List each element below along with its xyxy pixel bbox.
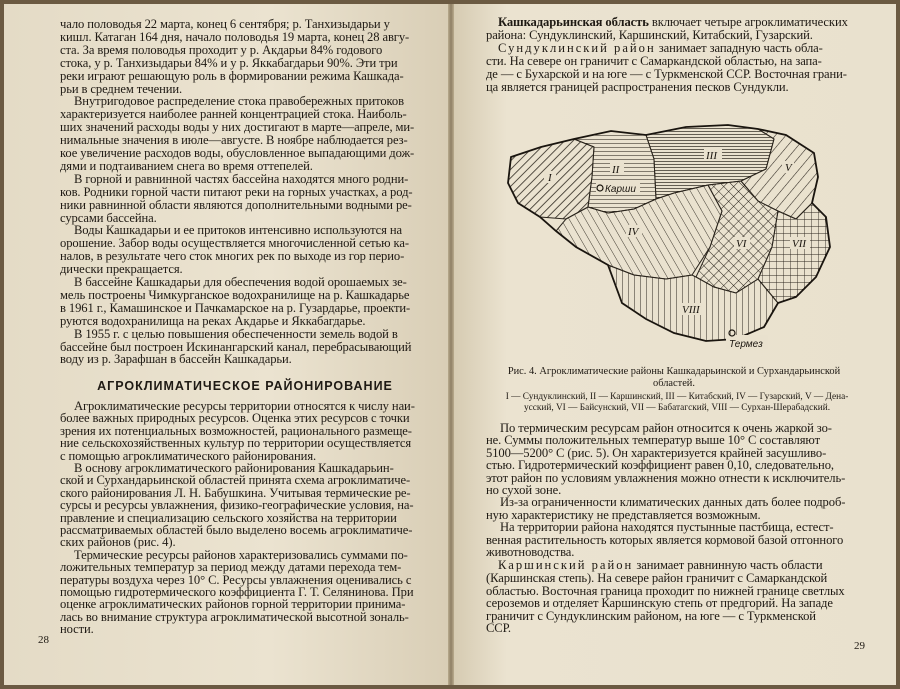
text-line: В горной и равнинной частях бассейна находятся много родни-	[74, 171, 409, 186]
text-line: мель построены Чимкурганское водохранилище на р. Кашкадарье	[60, 287, 410, 302]
city-karshi-label: Карши	[605, 184, 636, 195]
text-line: сти. На севере он граничит с Самаркандской областью, на запа-	[486, 54, 822, 68]
text-line: орошение. Забор воды осуществляется многочисленной сетью ка-	[60, 236, 409, 251]
city-termez-label: Термез	[729, 339, 763, 350]
region-label-II: II	[612, 164, 620, 176]
text-line: оценке агроклиматических районов горной территории принима-	[60, 597, 406, 612]
text-line: животноводства.	[486, 545, 575, 559]
section-heading: АГРОКЛИМАТИЧЕСКОЕ РАЙОНИРОВАНИЕ	[97, 379, 393, 393]
region-title: Кашкадарьинская область	[498, 15, 649, 29]
text-line: Внутригодовое распределение стока правобережных притоков	[74, 94, 404, 109]
region-label-VI: VI	[736, 238, 747, 250]
karsh-rest: занимает равнинную часть области	[633, 558, 823, 572]
text-line: налов, в результате чего сток многих рек по выходе из гор перио-	[60, 249, 405, 264]
figure-caption-line-1: Рис. 4. Агроклиматические районы Кашкадарьинской и Сурхандарьинской	[507, 366, 841, 377]
intro-rest: включает четыре агроклиматических	[648, 15, 848, 29]
text-line: ники равнинной области являются дополнительными водными ре-	[60, 197, 412, 212]
text-line: не. Суммы положительных температур выше 10° С составляют	[486, 433, 820, 448]
text-line: В бассейне Кашкадарьи для обеспечения водой орошаемых зе-	[74, 275, 407, 289]
text-line: 5100—5200° С (рис. 5). Он характеризуется крайней засушливо-	[486, 445, 827, 460]
text-line: ложительных температур за период между датами перехода тем-	[60, 560, 402, 575]
text-line: Термические ресурсы районов характеризовались суммами по-	[74, 547, 408, 562]
text-line: Агроклиматические ресурсы территории относятся к числу наи-	[74, 399, 415, 413]
agroclimatic-map	[496, 107, 856, 365]
text-line: нимальные значения в июле—августе. В ноябре наблюдается рез-	[60, 133, 408, 148]
text-line: с помощью агроклиматического районирования.	[60, 448, 317, 463]
region-label-I: I	[548, 172, 552, 184]
text-line: кое увеличение расходов воды, обусловленное выпадающими дож-	[60, 146, 415, 160]
text-line: дически прекращается.	[60, 262, 183, 277]
text-line: областью. Восточная граница проходит по нижней границе светлых	[486, 583, 845, 598]
text-line: ССР.	[486, 621, 511, 636]
text-line: пературы воздуха через 10° С. Ресурсы увлажнения оценивались с	[60, 572, 412, 587]
text-line: в 1961 г., Камашинское и Пачкамарское на р. Гузардарье, проекти-	[60, 300, 411, 315]
text-line: этот район по условиям увлажнения можно отнести к исключитель-	[486, 470, 846, 485]
figure-legend-line-1: I — Сундуклинский, II — Каршинский, III — Китабский, IV — Гузарский, V — Дена-	[505, 392, 849, 402]
text-line: рьи в среднем течении.	[60, 81, 183, 96]
text-line: По термическим ресурсам район относится к очень жаркой зо-	[500, 421, 832, 435]
left-page	[4, 4, 448, 685]
text-line: В 1955 г. с целью повышения обеспеченности земель водой в	[74, 326, 398, 341]
text-line: ца является границей распространения песков Сундукли.	[486, 80, 789, 94]
text-line: ста. За время половодья проходит у р. Акдарьи 84% годового	[60, 42, 383, 57]
text-line: воду из р. Зарафшан в бассейн Кашкадарьи.	[60, 352, 292, 367]
text-line: более важных природных ресурсов. Оценка этих ресурсов с точки	[60, 411, 410, 426]
text-line: рассматриваемых областей было выделено восемь агроклиматиче-	[60, 523, 413, 537]
text-line: ских районов (рис. 4).	[60, 535, 176, 550]
region-label-IV: IV	[628, 226, 639, 238]
page-number-right: 29	[854, 640, 865, 652]
text-line: лась во внимание структура агроклиматической высотной зональ-	[60, 609, 409, 624]
figure-caption-line-2: областей.	[653, 378, 695, 389]
text-line: Из-за ограниченности климатических данных дать более подроб-	[500, 495, 846, 510]
text-line: ную характеристику не представляется возможным.	[486, 507, 761, 522]
text-line: стью. Гидротермический коэффициент равен 0,10, следовательно,	[486, 458, 834, 473]
text-line: сурсами бассейна.	[60, 210, 157, 225]
right-page	[454, 4, 896, 685]
text-line: правление и специализацию сельского хозяйства на территории	[60, 510, 397, 525]
region-label-V: V	[785, 162, 792, 174]
text-line: венная растительность которых является кормовой базой отгонного	[486, 532, 844, 547]
text-line: ших значений расходы воды у них достигают в марте—апреле, ми-	[60, 120, 415, 135]
text-line: ского районирования Л. Н. Бабушкина. Учитывая термические ре-	[60, 485, 411, 500]
text-line: стока, у р. Танхизыдарьи 84% и у р. Яккабагдарьи 90%. Эти три	[60, 55, 398, 70]
text-line: (Каршинская степь). На севере район граничит с Самаркандской	[486, 571, 828, 585]
text-line: ние сельскохозяйственных культур по территории осуществляется	[60, 436, 412, 451]
text-line: дями и подтаиванием снега во время оттепелей.	[60, 158, 313, 173]
text-line: На территории района находятся пустынные пастбища, естест-	[500, 520, 834, 535]
region-intro-line-2: района: Сундуклинский, Каршинский, Китабский, Гузарский.	[486, 28, 813, 42]
text-line: В основу агроклиматического районирования Кашкадарьин-	[74, 461, 394, 475]
map-svg	[496, 107, 856, 365]
text-line: ской и Сурхандарьинской областей принята схема агроклиматиче-	[60, 473, 411, 488]
page-number-left: 28	[38, 634, 49, 646]
region-label-VIII: VIII	[682, 304, 700, 316]
text-line: чало половодья 22 марта, конец 6 сентября; р. Танхизыдарьи у	[60, 17, 390, 31]
sund-district-name: Сундуклинский район	[498, 41, 656, 55]
text-line: граничит с Сундуклинским районом, на юге — с Туркменской	[486, 608, 816, 623]
text-line: сурсы и ресурсы увлажнения, физико-географические условия, на-	[60, 498, 414, 513]
book-spread	[4, 4, 896, 685]
text-line: Воды Кашкадарьи и ее притоков интенсивно используются на	[74, 223, 402, 238]
text-line: руются водохранилища на реках Акдарье и Яккабагдарье.	[60, 313, 366, 328]
figure-legend-line-2: усский, VI — Байсунский, VII — Бабатагский, VIII — Сурхан-Шерабадский.	[523, 403, 831, 413]
text-line: кишл. Катаган 164 дня, начало половодья 19 марта, конец 28 авгу-	[60, 29, 410, 44]
karsh-district-name: Каршинский район	[498, 558, 634, 572]
text-line: де — с Бухарской и на юге — с Туркменской ССР. Восточная грани-	[486, 67, 847, 81]
region-label-VII: VII	[792, 238, 807, 250]
text-line: помощью гидротермического коэффициента Г. Т. Селянинова. При	[60, 585, 414, 599]
region-label-III: III	[706, 150, 717, 162]
text-line: но сухой зоне.	[486, 483, 562, 497]
text-line: характеризуется наиболее ранней концентрацией стока. Наиболь-	[60, 107, 407, 122]
text-line: сероземов и отделяет Каршинскую степь от предгорий. На западе	[486, 596, 833, 611]
sund-rest: занимает западную часть обла-	[655, 41, 823, 55]
text-line: ков. Родники горной части питают реки на горных участках, а род-	[60, 184, 413, 199]
text-line: зрения их потенциальных возможностей, рационального размеще-	[60, 423, 412, 438]
text-line: реки играют решающую роль в формировании режима Кашкада-	[60, 68, 404, 83]
text-line: бассейне был построен Искинангарский канал, перебрасывающий	[60, 339, 412, 354]
text-line: ности.	[60, 622, 94, 637]
